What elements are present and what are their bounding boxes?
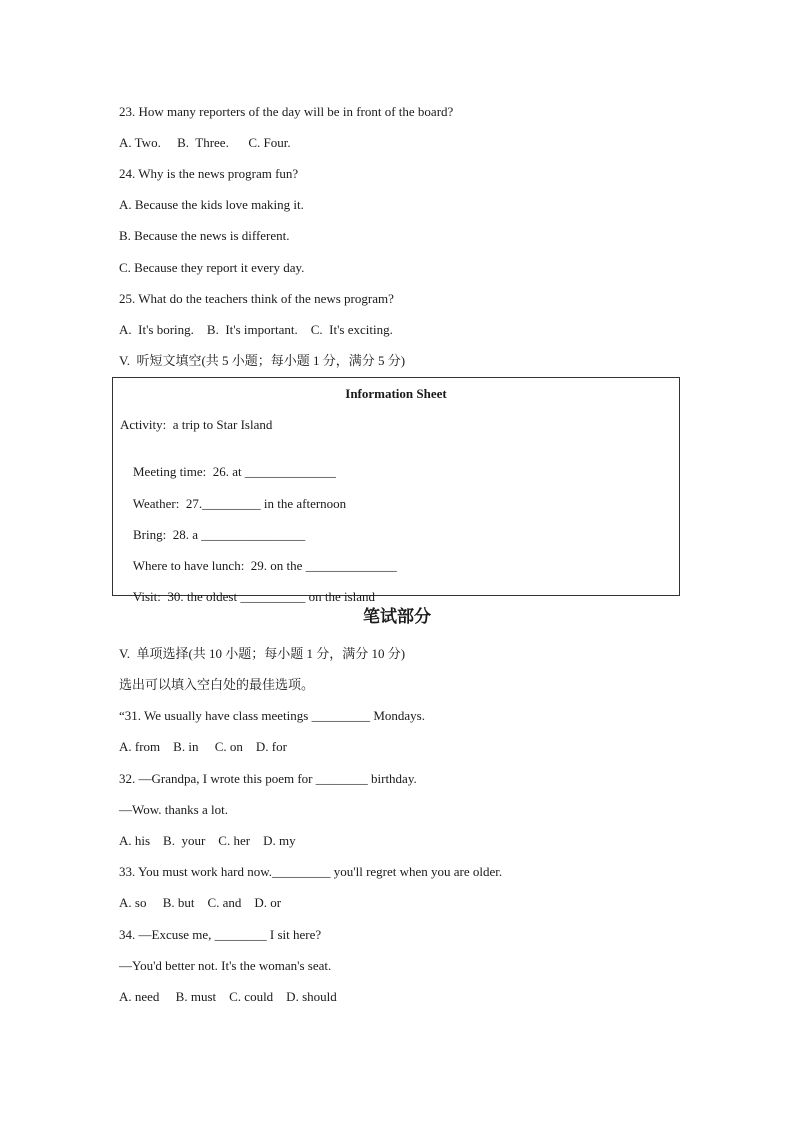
q34-text: 34. —Excuse me, ________ I sit here? <box>119 927 322 942</box>
q32-reply: —Wow. thanks a lot. <box>119 802 228 817</box>
written-section-heading: V. 单项选择(共 10 小题；每小题 1 分，满分 10 分) <box>119 646 406 661</box>
bring-label: Bring: 28. a <box>133 527 202 542</box>
q34-options: A. need B. must C. could D. should <box>119 989 337 1004</box>
blank-30: __________ <box>240 589 306 604</box>
q31-options: A. from B. in C. on D. for <box>119 739 287 754</box>
information-sheet-title: Information Sheet <box>345 386 447 401</box>
information-sheet <box>112 377 680 604</box>
q25-text: 25. What do the teachers think of the news program? <box>119 291 394 306</box>
q33-options: A. so B. but C. and D. or <box>119 895 282 910</box>
written-instruction: 选出可以填入空白处的最佳选项。 <box>119 677 315 692</box>
lunch-label: Where to have lunch: 29. on the <box>132 558 306 573</box>
visit-label: Visit: 30. the oldest <box>132 589 241 604</box>
q24-option-b: B. Because the news is different. <box>119 228 290 243</box>
q32-options: A. his B. your C. her D. my <box>119 833 296 848</box>
weather-label: Weather: 27. <box>132 496 203 511</box>
written-part-heading: 笔试部分 <box>363 607 431 627</box>
q32-text: 32. —Grandpa, I wrote this poem for ________ birthday. <box>119 771 417 786</box>
blank-27: _________ <box>202 496 261 511</box>
q24-option-a: A. Because the kids love making it. <box>119 197 304 212</box>
q25-options: A. It's boring. B. It's important. C. It's exciting. <box>119 322 393 337</box>
q23-options: A. Two. B. Three. C. Four. <box>119 135 291 150</box>
section-5-heading: V. 听短文填空(共 5 小题；每小题 1 分，满分 5 分) <box>119 353 406 368</box>
blank-28: ________________ <box>201 527 306 542</box>
q24-text: 24. Why is the news program fun? <box>119 166 299 181</box>
visit-rest: on the island <box>305 589 376 604</box>
q34-reply: —You'd better not. It's the woman's seat. <box>119 958 332 973</box>
blank-26: ______________ <box>244 464 336 479</box>
activity-row: Activity: a trip to Star Island <box>120 417 273 432</box>
q23-text: 23. How many reporters of the day will be in front of the board? <box>119 104 454 119</box>
meeting-time-label: Meeting time: 26. at <box>133 464 245 479</box>
q31-text: “31. We usually have class meetings _________ Mondays. <box>119 708 425 723</box>
weather-rest: in the afternoon <box>260 496 347 511</box>
q24-option-c: C. Because they report it every day. <box>119 260 305 275</box>
blank-29: ______________ <box>305 558 397 573</box>
q33-text: 33. You must work hard now._________ you'll regret when you are older. <box>119 864 503 879</box>
